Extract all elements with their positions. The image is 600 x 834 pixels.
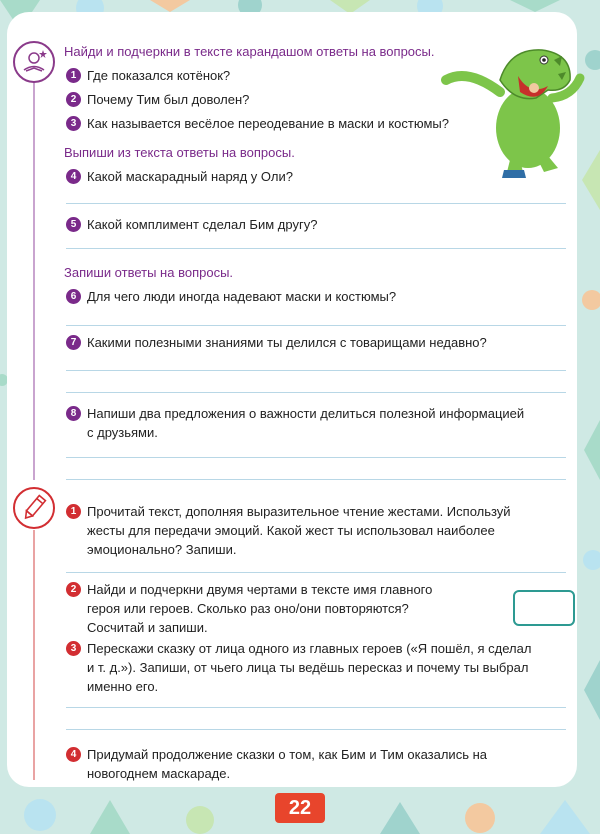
question-8-text-line2: с друзьями. [87, 425, 158, 440]
question-6-text: Для чего люди иногда надевают маски и костюмы? [87, 289, 397, 304]
task-3-line2: и т. д.»). Запиши, от чьего лица ты ведёшь пересказ и почему ты выбрал [87, 660, 529, 675]
task-number-2: 2 [66, 582, 81, 597]
question-7-text: Какими полезными знаниями ты делился с товарищами недавно? [87, 335, 487, 350]
task-1-line3: эмоционально? Запиши. [87, 542, 237, 557]
answer-line[interactable] [66, 707, 566, 708]
question-number-3: 3 [66, 116, 81, 131]
answer-line[interactable] [66, 457, 566, 458]
answer-line[interactable] [66, 325, 566, 326]
question-4-text: Какой маскарадный наряд у Оли? [87, 169, 293, 184]
answer-line[interactable] [66, 729, 566, 730]
question-number-5: 5 [66, 217, 81, 232]
question-number-2: 2 [66, 92, 81, 107]
task-number-3: 3 [66, 641, 81, 656]
section2-divider-line [33, 530, 35, 780]
pencil-icon [13, 487, 55, 529]
question-2-text: Почему Тим был доволен? [87, 92, 250, 107]
task-1-line2: жесты для передачи эмоций. Какой жест ты использовал наиболее [87, 523, 495, 538]
answer-line[interactable] [66, 370, 566, 371]
question-1-text: Где показался котёнок? [87, 68, 231, 83]
question-number-6: 6 [66, 289, 81, 304]
task-2-line2: героя или героев. Сколько раз оно/они повторяются? [87, 601, 409, 616]
answer-line[interactable] [66, 392, 566, 393]
task-2-line1: Найди и подчеркни двумя чертами в тексте имя главного [87, 582, 433, 597]
dinosaur-costume-illustration [440, 20, 588, 180]
task-3-line1: Перескажи сказку от лица одного из главных героев («Я пошёл, я сделал [87, 641, 532, 656]
task-1-line1: Прочитай текст, дополняя выразительное чтение жестами. Используй [87, 504, 511, 519]
heading-write-out-task: Выпиши из текста ответы на вопросы. [64, 145, 295, 160]
question-8-text-line1: Напиши два предложения о важности делиться полезной информацией [87, 406, 525, 421]
answer-line[interactable] [66, 479, 566, 480]
answer-line[interactable] [66, 248, 566, 249]
study-icon [13, 41, 55, 83]
heading-answer-task: Запиши ответы на вопросы. [64, 265, 234, 280]
count-answer-box[interactable] [513, 590, 575, 626]
task-number-1: 1 [66, 504, 81, 519]
task-3-line3: именно его. [87, 679, 159, 694]
answer-line[interactable] [66, 203, 566, 204]
task-4-line1: Придумай продолжение сказки о том, как Бим и Тим оказались на [87, 747, 487, 762]
answer-line[interactable] [66, 572, 566, 573]
section1-divider-line [33, 78, 35, 480]
task-4-line2: новогоднем маскараде. [87, 766, 231, 781]
heading-underline-task: Найди и подчеркни в тексте карандашом ответы на вопросы. [64, 44, 435, 59]
task-2-line3: Сосчитай и запиши. [87, 620, 208, 635]
page-number: 22 [275, 793, 325, 823]
task-number-4: 4 [66, 747, 81, 762]
question-5-text: Какой комплимент сделал Бим другу? [87, 217, 318, 232]
question-3-text: Как называется весёлое переодевание в маски и костюмы? [87, 116, 449, 131]
question-number-1: 1 [66, 68, 81, 83]
question-number-7: 7 [66, 335, 81, 350]
question-number-4: 4 [66, 169, 81, 184]
question-number-8: 8 [66, 406, 81, 421]
